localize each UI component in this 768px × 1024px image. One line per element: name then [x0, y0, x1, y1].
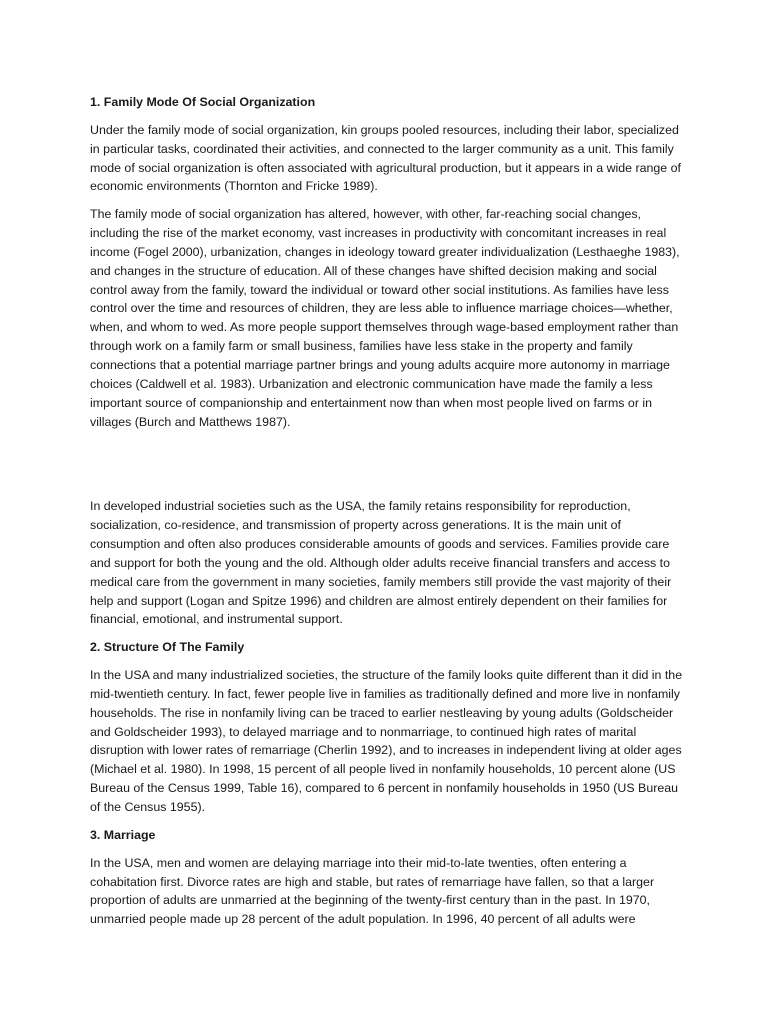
paragraph: Under the family mode of social organization, kin groups pooled resources, including their labor, specialized in particular tasks, coordinated their activities, and connected to the larger community as a unit. This family mode of social organization is often associated with agricultural production, but it appears in a wide range of economic environments (Thornton and Fricke 1989).: [90, 122, 681, 194]
blank-spacer: [90, 440, 686, 497]
paragraph: In the USA, men and women are delaying marriage into their mid-to-late twenties, often entering a cohabitation first. Divorce rates are high and stable, but rates of remarriage have fallen, so that a larger proportion of adults are unmarried at the beginning of the twenty-first century than in the past. In 1970, unmarried people made up 28 percent of the adult population. In 1996, 40 percent of all adults were: [90, 855, 655, 927]
section-heading-family-mode: 1. Family Mode Of Social Organization: [90, 95, 316, 109]
section-heading-structure-of-family: 2. Structure Of The Family: [90, 640, 245, 655]
section-heading-marriage: 3. Marriage: [90, 827, 156, 842]
paragraph: In the USA and many industrialized societies, the structure of the family looks quite different than it did in the mid-twentieth century. In fact, fewer people live in families as traditionally defined and more live in nonfamily households. The rise in nonfamily living can be traced to earlier nestleaving by young adults (Goldscheider and Goldscheider 1993), to delayed marriage and to nonmarriage, to continued high rates of marital disruption with lower rates of remarriage (Cherlin 1992), and to increases in independent living at older ages (Michael et al. 1980). In 1998, 15 percent of all people lived in nonfamily households, 10 percent alone (US Bureau of the Census 1999, Table 16), compared to 6 percent in nonfamily households in 1950 (US Bureau of the Census 1955).: [90, 668, 683, 814]
paragraph: The family mode of social organization has altered, however, with other, far-reaching social changes, including the rise of the market economy, vast increases in productivity with concomitant increases in real income (Fogel 2000), urbanization, changes in ideology toward greater individualization (Lesthaeghe 1983), and changes in the structure of education. All of these changes have shifted decision making and social control away from the family, toward the individual or toward other social institutions. As families have less control over the time and resources of children, they are less able to influence marriage choices—whether, when, and whom to wed. As more people support themselves through wage-based employment rather than through work on a family farm or small business, families have less stake in the property and family connections that a potential marriage partner brings and young adults acquire more autonomy in marriage choices (Caldwell et al. 1983). Urbanization and electronic communication have made the family a less important source of companionship and entertainment now than when most people lived on farms or in villages (Burch and Matthews 1987).: [90, 207, 680, 429]
document-body: [90, 93, 686, 938]
paragraph: In developed industrial societies such as the USA, the family retains responsibility for reproduction, socialization, co-residence, and transmission of property across generations. It is the main unit of consumption and often also produces considerable amounts of goods and services. Families provide care and support for both the young and the old. Although older adults receive financial transfers and access to medical care from the government in many societies, family members still provide the vast majority of their help and support (Logan and Spitze 1996) and children are almost entirely dependent on their families for financial, emotional, and instrumental support.: [90, 499, 672, 627]
